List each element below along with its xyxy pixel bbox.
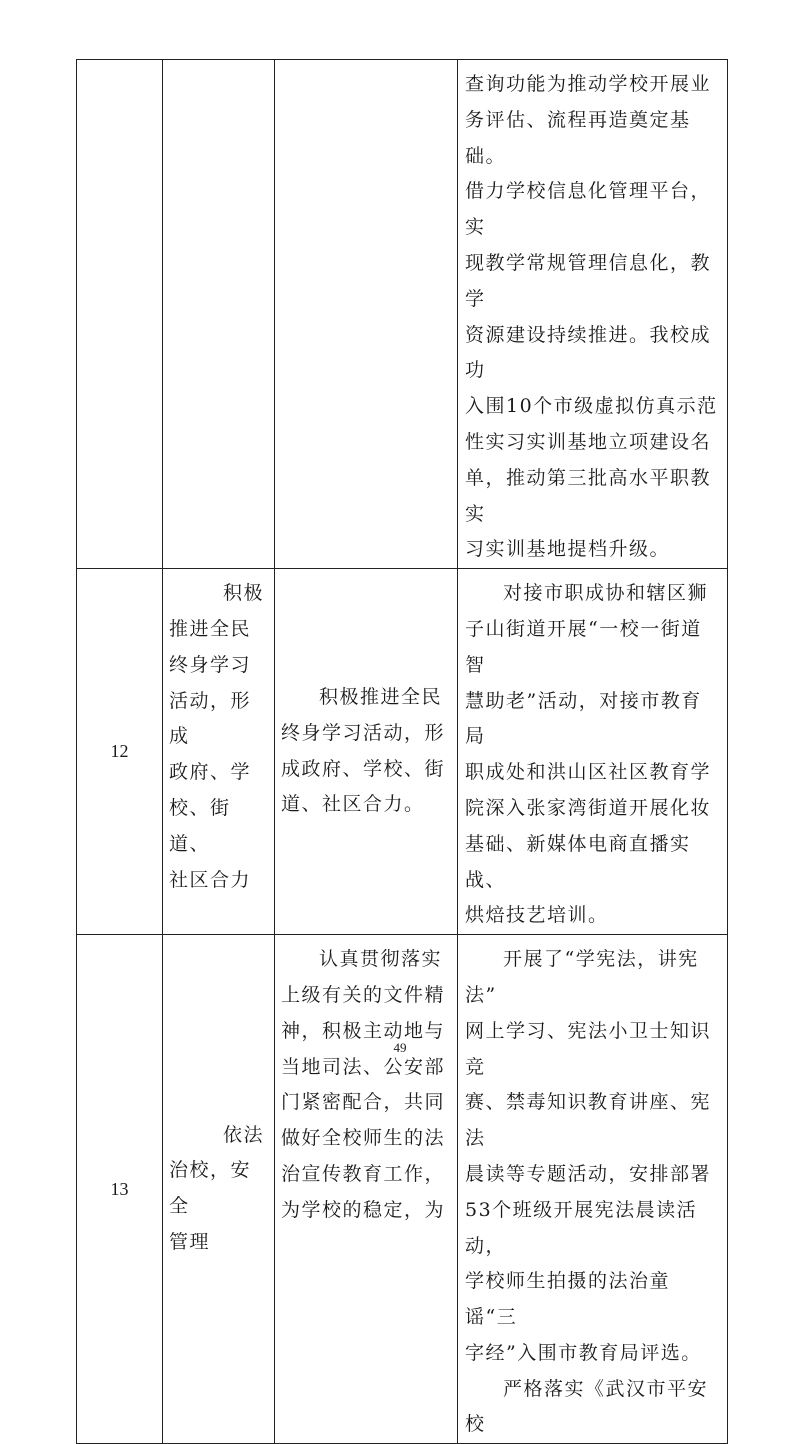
document-table	[76, 59, 728, 1444]
text-line: 治校，安全	[169, 1159, 252, 1218]
text-line: 活动，形成	[169, 689, 252, 748]
cell-result-continued	[458, 60, 728, 569]
text-line: 做好全校师生的法	[281, 1127, 446, 1150]
text-line: 慧助老”活动，对接市教育局	[465, 689, 702, 748]
cell-item-12	[163, 569, 275, 935]
row-number-13: 13	[77, 935, 163, 1444]
page-number: 49	[393, 1040, 407, 1055]
row-number-12: 12	[77, 569, 163, 935]
text-line: 借力学校信息化管理平台，实	[465, 180, 712, 239]
table-row-13	[77, 935, 728, 1444]
text-line: 网上学习、宪法小卫士知识竞	[465, 1019, 712, 1078]
text-line: 字经”入围市教育局评选。	[465, 1341, 702, 1364]
cell-number-empty	[77, 60, 163, 569]
text-line: 单，推动第三批高水平职教实	[465, 466, 712, 525]
text-line: 学校师生拍摄的法治童谣“三	[465, 1270, 671, 1329]
text-line: 终身学习活动，形	[281, 721, 446, 744]
text-line: 晨读等专题活动，安排部署	[465, 1162, 712, 1185]
cell-result-13	[458, 935, 728, 1444]
text-line: 上级有关的文件精	[281, 983, 446, 1006]
text-line: 神，积极主动地与	[281, 1019, 446, 1042]
text-line: 严格落实《武汉市平安校	[465, 1377, 709, 1436]
text-line: 终身学习	[169, 653, 252, 676]
cell-measure-13	[275, 935, 458, 1444]
text-line: 性实习实训基地立项建设名	[465, 430, 712, 453]
text-line: 当地司法、公安部	[281, 1055, 446, 1078]
cell-result-12	[458, 569, 728, 935]
text-line: 成政府、学校、街	[281, 757, 446, 780]
text-line: 习实训基地提档升级。	[465, 538, 671, 561]
text-line: 子山街道开展“一校一街道智	[465, 617, 702, 676]
text-line: 为学校的稳定，为	[281, 1198, 446, 1221]
text-line: 积极推进全民	[319, 686, 443, 709]
text-line: 务评估、流程再造奠定基础。	[465, 108, 691, 167]
table-row-continued	[77, 60, 728, 569]
text-line: 基础、新媒体电商直播实战、	[465, 832, 691, 891]
text-line: 烘焙技艺培训。	[465, 904, 609, 927]
text-line: 校、街道、	[169, 796, 231, 855]
text-line: 社区合力	[169, 868, 252, 891]
text-line: 管理	[169, 1231, 211, 1253]
text-line: 对接市职成协和辖区狮	[503, 582, 709, 605]
text-line: 查询功能为推动学校开展业	[465, 73, 712, 95]
cell-item-13	[163, 935, 275, 1444]
text-line: 道、社区合力。	[281, 793, 425, 816]
text-line: 门紧密配合，共同	[281, 1091, 446, 1114]
text-line: 治宣传教育工作，	[281, 1162, 446, 1185]
cell-measure-12	[275, 569, 458, 935]
text-line: 53个班级开展宪法晨读活动，	[465, 1198, 698, 1257]
text-line: 政府、学	[169, 761, 252, 784]
text-line: 院深入张家湾街道开展化妆	[465, 796, 712, 819]
text-line: 开展了“学宪法，讲宪法”	[465, 948, 699, 1006]
text-line: 依法	[222, 1123, 264, 1146]
text-line: 职成处和洪山区社区教育学	[465, 761, 712, 784]
cell-measure-empty	[275, 60, 458, 569]
text-line: 入围10个市级虚拟仿真示范	[465, 395, 718, 418]
text-line: 认真贯彻落实	[319, 948, 443, 971]
text-line: 资源建设持续推进。我校成功	[465, 323, 712, 382]
table-row-12	[77, 569, 728, 935]
text-line: 推进全民	[169, 617, 252, 640]
text-line: 积极	[222, 582, 264, 605]
text-line: 现教学常规管理信息化，教学	[465, 251, 712, 310]
cell-item-empty	[163, 60, 275, 569]
text-line: 赛、禁毒知识教育讲座、宪法	[465, 1091, 712, 1150]
